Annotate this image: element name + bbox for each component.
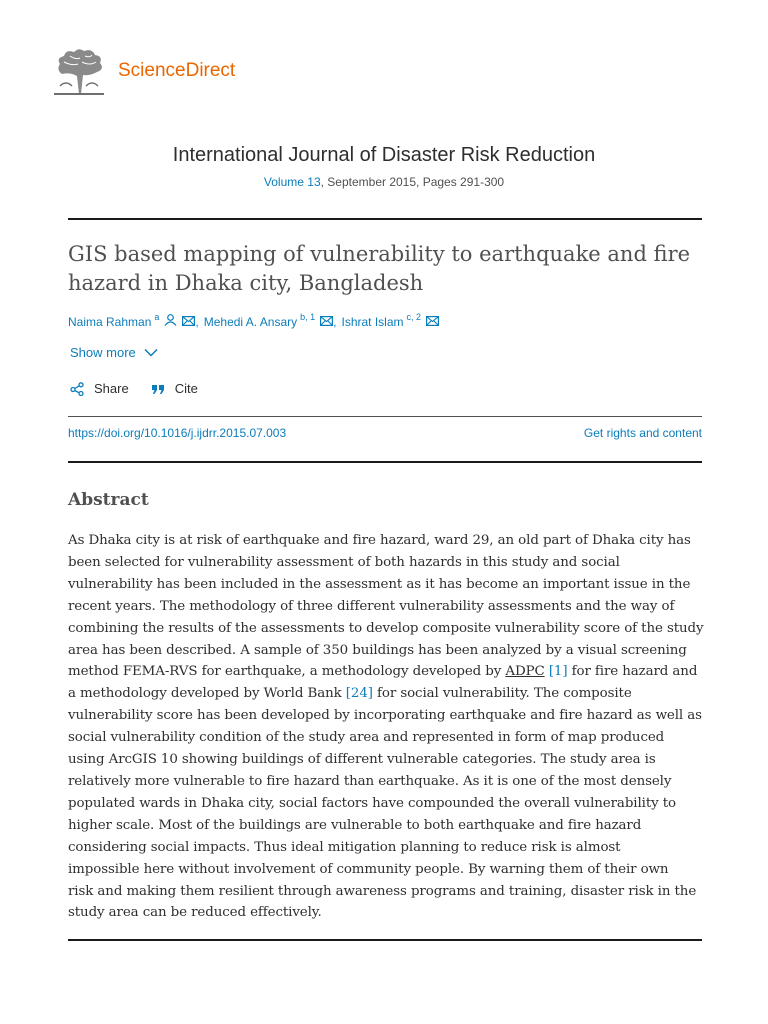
divider bbox=[68, 416, 702, 417]
publisher-name: ScienceDirect bbox=[118, 60, 236, 81]
abstract-line: area has been described. A sample of 350 buildings has been analyzed by a visual screening bbox=[68, 642, 687, 658]
divider bbox=[68, 218, 702, 220]
abstract-line: impossible here without involvement of community people. By warning them of their own bbox=[68, 861, 669, 877]
adpc-link[interactable]: ADPC bbox=[505, 664, 545, 680]
email-icon[interactable] bbox=[182, 315, 195, 329]
abstract-line: higher scale. Most of the buildings are vulnerable to both earthquake and fire hazard bbox=[68, 817, 642, 833]
author-separator: , bbox=[195, 314, 199, 329]
article-title bbox=[68, 240, 702, 298]
abstract-line: considering social impacts. Thus ideal mitigation planning to reduce risk is almost bbox=[68, 839, 621, 855]
share-label: Share bbox=[94, 381, 129, 396]
abstract-text: a methodology developed by World Bank bbox=[68, 686, 346, 702]
author-name[interactable]: Naima Rahman bbox=[68, 314, 152, 329]
abstract-text: method FEMA-RVS for earthquake, a methodology developed by bbox=[68, 664, 506, 680]
abstract-line: study area can be reduced effectively. bbox=[68, 905, 322, 921]
journal-title[interactable]: International Journal of Disaster Risk Reduction bbox=[172, 144, 596, 166]
abstract-line: using ArcGIS 10 showing buildings of different vulnerable categories. The study area is bbox=[68, 752, 656, 768]
divider bbox=[68, 461, 702, 463]
elsevier-tree-icon bbox=[52, 46, 106, 96]
cite-button[interactable] bbox=[151, 381, 198, 396]
divider bbox=[68, 939, 702, 941]
abstract-heading: Abstract bbox=[68, 490, 149, 510]
abstract-line: vulnerability has been included in the assessment as it has become an important issue in the bbox=[68, 576, 691, 592]
quote-icon bbox=[151, 383, 165, 395]
abstract-line: social vulnerability condition of the study area and represented in form of map produced bbox=[68, 730, 665, 746]
abstract-line: risk and making them resilient through awareness programs and training, disaster risk in the bbox=[68, 883, 697, 899]
reference-link[interactable]: [1] bbox=[548, 664, 568, 680]
abstract-text: for fire hazard and bbox=[567, 664, 698, 680]
abstract-line: relatively more vulnerable to fire hazard than earthquake. As it is one of the most densely bbox=[68, 773, 672, 789]
email-icon[interactable] bbox=[426, 315, 439, 329]
reference-link[interactable]: [24] bbox=[345, 686, 373, 702]
abstract-line: populated wards in Dhaka city, social factors have compounded the overall vulnerability to bbox=[68, 795, 676, 811]
get-rights-link[interactable]: Get rights and content bbox=[583, 426, 702, 440]
abstract-body bbox=[68, 530, 708, 924]
person-icon[interactable] bbox=[164, 314, 177, 329]
share-icon bbox=[70, 382, 84, 396]
abstract-line: combining the results of the assessments to develop composite vulnerability score of the study bbox=[68, 620, 704, 636]
email-icon[interactable] bbox=[320, 315, 333, 329]
chevron-down-icon bbox=[144, 348, 158, 357]
author-name[interactable]: Ishrat Islam bbox=[341, 314, 404, 329]
abstract-line: As Dhaka city is at risk of earthquake and fire hazard, ward 29, an old part of Dhaka city has bbox=[68, 533, 691, 548]
show-more-label: Show more bbox=[70, 345, 136, 360]
author-affiliation[interactable]: b, 1 bbox=[300, 311, 316, 322]
author-name[interactable]: Mehedi A. Ansary bbox=[203, 314, 298, 329]
abstract-line: vulnerability score has been developed by incorporating earthquake and fire hazard as well as bbox=[68, 708, 702, 724]
article-title-line: GIS based mapping of vulnerability to earthquake and fire bbox=[68, 242, 691, 266]
abstract-line: recent years. The methodology of three different vulnerability assessments and the way of bbox=[68, 598, 675, 614]
show-more-button[interactable] bbox=[70, 345, 158, 360]
abstract-text: for social vulnerability. The composite bbox=[372, 686, 632, 702]
abstract-line bbox=[68, 661, 708, 683]
abstract-line bbox=[68, 683, 708, 705]
author-affiliation[interactable]: a bbox=[154, 311, 160, 322]
abstract-line: been selected for vulnerability assessment of both hazards in this study and social bbox=[68, 554, 620, 570]
volume-info bbox=[0, 175, 768, 189]
publisher-logo[interactable] bbox=[52, 46, 236, 96]
author-separator: , bbox=[333, 314, 337, 329]
author-affiliation[interactable]: c, 2 bbox=[406, 311, 422, 322]
volume-link[interactable]: Volume 13 bbox=[263, 175, 321, 189]
cite-label: Cite bbox=[174, 381, 198, 396]
volume-details: , September 2015, Pages 291-300 bbox=[320, 175, 505, 189]
author-list bbox=[68, 311, 439, 329]
article-actions bbox=[70, 381, 220, 396]
article-title-line: hazard in Dhaka city, Bangladesh bbox=[68, 271, 424, 295]
share-button[interactable] bbox=[70, 381, 129, 396]
doi-link[interactable]: https://doi.org/10.1016/j.ijdrr.2015.07.003 bbox=[68, 426, 287, 440]
